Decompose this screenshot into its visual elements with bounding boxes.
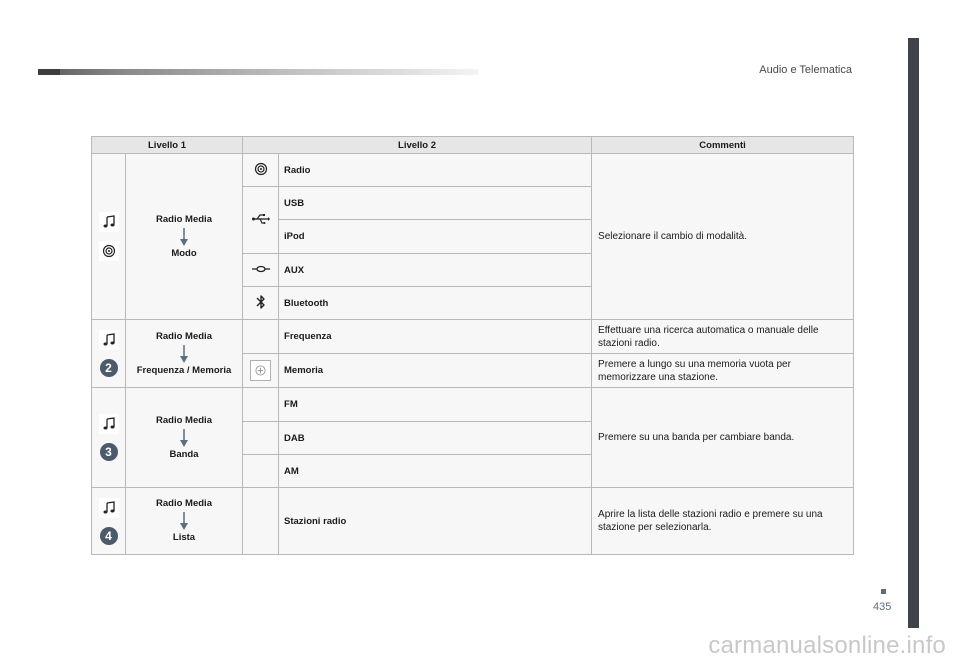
column-header-level1: Livello 1 (92, 137, 243, 154)
header-gradient-bar (38, 69, 478, 75)
level2-label: FM (279, 388, 592, 422)
level2-label: USB (279, 187, 592, 220)
arrow-down-icon (180, 345, 188, 363)
level1-label-bottom: Banda (169, 448, 199, 460)
level1-label-top: Radio Media (156, 498, 212, 509)
level0-icons-cell (92, 154, 126, 320)
level2-label: DAB (279, 422, 592, 455)
music-note-icon (99, 498, 119, 518)
level2-icon-cell (243, 422, 279, 455)
table-header-row (92, 137, 854, 154)
level2-icon-cell (243, 354, 279, 388)
level2-label: Stazioni radio (279, 488, 592, 555)
level1-cell-frequenza (126, 320, 243, 388)
level2-label: Frequenza (279, 320, 592, 354)
level2-icon-cell (243, 320, 279, 354)
column-header-level2: Livello 2 (243, 137, 592, 154)
header-bar-accent (38, 69, 60, 75)
level2-icon-cell (243, 388, 279, 422)
comment-cell: Selezionare il cambio di modalità. (592, 154, 854, 320)
level2-icon-cell (243, 154, 279, 187)
level1-cell-modo (126, 154, 243, 320)
step-badge: 3 (100, 443, 118, 461)
comment-cell: Premere a lungo su una memoria vuota per memorizzare una stazione. (592, 354, 854, 388)
page-marker (881, 589, 886, 594)
add-icon (250, 360, 271, 381)
comment-cell: Premere su una banda per cambiare banda. (592, 388, 854, 488)
radio-icon (99, 241, 119, 261)
level2-label: AUX (279, 254, 592, 287)
level2-label: Bluetooth (279, 287, 592, 320)
aux-icon (252, 266, 270, 277)
level2-label: Memoria (279, 354, 592, 388)
radio-icon (254, 168, 268, 179)
table-row (92, 388, 854, 422)
comment-cell: Effettuare una ricerca automatica o manuale delle stazioni radio. (592, 320, 854, 354)
level2-icon-cell (243, 455, 279, 488)
level0-icons-cell (92, 388, 126, 488)
arrow-down-icon (180, 429, 188, 447)
table-row (92, 488, 854, 555)
level2-label: iPod (279, 220, 592, 254)
level2-icon-cell (243, 187, 279, 254)
music-note-icon (99, 212, 119, 232)
level1-label-bottom: Modo (171, 247, 197, 259)
page-number: 435 (873, 601, 892, 613)
column-header-comments: Commenti (592, 137, 854, 154)
table-row (92, 154, 854, 187)
level1-cell-lista (126, 488, 243, 555)
section-title: Audio e Telematica (759, 64, 852, 76)
music-note-icon (99, 330, 119, 350)
page-sidebar (908, 38, 919, 628)
level0-icons-cell (92, 488, 126, 555)
comment-cell: Aprire la lista delle stazioni radio e premere su una stazione per selezionarla. (592, 488, 854, 555)
level1-label-top: Radio Media (156, 414, 212, 426)
watermark: carmanualsonline.info (708, 632, 946, 659)
level2-label: Radio (279, 154, 592, 187)
level0-icons-cell (92, 320, 126, 388)
level1-label-bottom: Lista (172, 532, 196, 543)
arrow-down-icon (180, 228, 188, 246)
step-badge: 4 (100, 527, 118, 545)
level1-label-top: Radio Media (156, 213, 212, 225)
level2-icon-cell (243, 254, 279, 287)
level2-icon-cell (243, 287, 279, 320)
level2-label: AM (279, 455, 592, 488)
level2-icon-cell (243, 488, 279, 555)
table-row (92, 320, 854, 354)
level1-label-bottom: Frequenza / Memoria (136, 364, 232, 376)
usb-icon (252, 217, 270, 228)
bluetooth-icon (256, 302, 266, 313)
music-note-icon (99, 414, 119, 434)
menu-table (91, 136, 854, 555)
level1-label-top: Radio Media (156, 330, 212, 342)
level1-cell-banda (126, 388, 243, 488)
arrow-down-icon (180, 512, 188, 530)
step-badge: 2 (100, 359, 118, 377)
